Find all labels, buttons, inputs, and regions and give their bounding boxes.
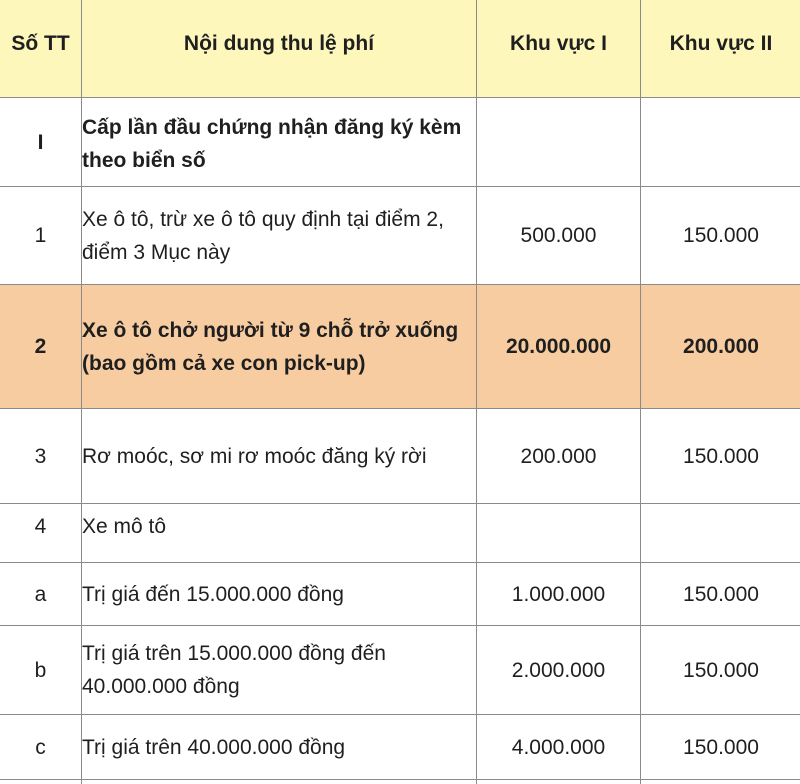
row-content: Trị giá đến 15.000.000 đồng — [82, 563, 477, 626]
row-khu-vuc-1: 2.000.000 — [477, 626, 641, 715]
row-khu-vuc-1: 20.000.000 — [477, 285, 641, 409]
row-khu-vuc-1 — [477, 780, 641, 784]
header-content: Nội dung thu lệ phí — [82, 0, 477, 98]
row-stt: 4 — [0, 504, 82, 563]
table-row — [0, 563, 800, 626]
row-khu-vuc-2: 200.000 — [641, 285, 800, 409]
row-content: Xe mô tô — [82, 504, 477, 563]
row-khu-vuc-2 — [641, 98, 800, 187]
table-row-partial — [0, 780, 800, 784]
header-stt: Số TT — [0, 0, 82, 98]
row-stt: 1 — [0, 187, 82, 285]
row-stt — [0, 780, 82, 784]
row-stt: c — [0, 715, 82, 780]
row-khu-vuc-2: 150.000 — [641, 187, 800, 285]
row-content: Rơ moóc, sơ mi rơ moóc đăng ký rời — [82, 409, 477, 504]
table-row — [0, 98, 800, 187]
row-khu-vuc-2: 150.000 — [641, 715, 800, 780]
row-stt: I — [0, 98, 82, 187]
row-stt: 2 — [0, 285, 82, 409]
table-row — [0, 409, 800, 504]
row-content: Trị giá trên 40.000.000 đồng — [82, 715, 477, 780]
row-khu-vuc-1: 1.000.000 — [477, 563, 641, 626]
table-row — [0, 504, 800, 563]
row-content — [82, 780, 477, 784]
row-khu-vuc-1: 4.000.000 — [477, 715, 641, 780]
row-khu-vuc-1: 200.000 — [477, 409, 641, 504]
row-content: Cấp lần đầu chứng nhận đăng ký kèm theo biển số — [82, 98, 477, 187]
row-content: Trị giá trên 15.000.000 đồng đến 40.000.000 đồng — [82, 626, 477, 715]
table-row — [0, 187, 800, 285]
row-content: Xe ô tô, trừ xe ô tô quy định tại điểm 2, điểm 3 Mục này — [82, 187, 477, 285]
table-row-highlighted — [0, 285, 800, 409]
row-khu-vuc-2: 150.000 — [641, 626, 800, 715]
row-stt: a — [0, 563, 82, 626]
table-row — [0, 626, 800, 715]
row-content: Xe ô tô chở người từ 9 chỗ trở xuống (bao gồm cả xe con pick-up) — [82, 285, 477, 409]
row-khu-vuc-1 — [477, 504, 641, 563]
row-khu-vuc-2: 150.000 — [641, 563, 800, 626]
table-row — [0, 715, 800, 780]
header-khu-vuc-2: Khu vực II — [641, 0, 800, 98]
row-stt: b — [0, 626, 82, 715]
row-khu-vuc-1 — [477, 98, 641, 187]
table-header-row — [0, 0, 800, 98]
row-khu-vuc-2 — [641, 504, 800, 563]
row-khu-vuc-2 — [641, 780, 800, 784]
row-khu-vuc-1: 500.000 — [477, 187, 641, 285]
row-stt: 3 — [0, 409, 82, 504]
row-khu-vuc-2: 150.000 — [641, 409, 800, 504]
header-khu-vuc-1: Khu vực I — [477, 0, 641, 98]
